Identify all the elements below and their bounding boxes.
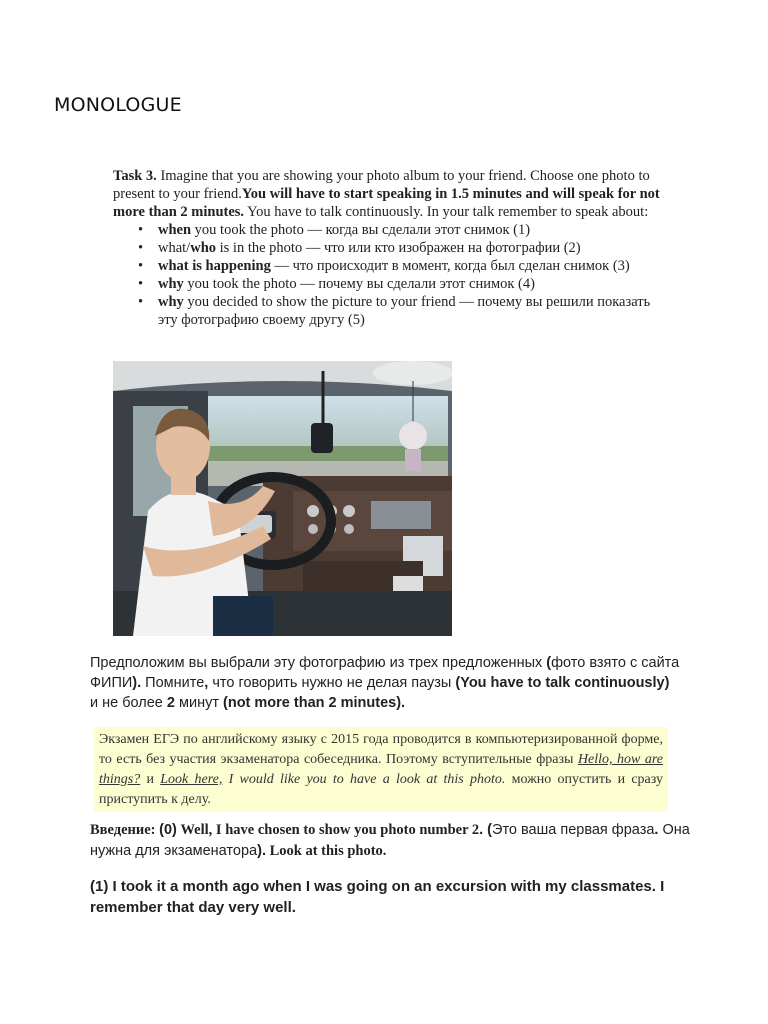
truck-driver-photo — [113, 361, 452, 636]
answer-point-1: (1) I took it a month ago when I was going on an excursion with my classmates. I remember that day very well. — [90, 878, 665, 916]
task-intro: Task 3. Imagine that you are showing your photo album to your friend. Choose one photo to present to your friend.You will have to start speaking in 1.5 minutes and will speak for not more than 2 minutes. You have to talk continuously. In your talk remember to speak about: — [113, 168, 660, 220]
exam-note-highlight: Экзамен ЕГЭ по английскому языку с 2015 года проводится в компьютеризированной форме, то есть без участия экзаменатора собеседника. Поэтому вступительные фразы Hello, how are things? и Look here, I would like you to have a look at this photo. можно опустить и сразу приступить к делу. — [94, 727, 668, 812]
task-bullet: • why you took the photo — почему вы сделали этот снимок (4) — [158, 275, 661, 293]
intro-paragraph: Предположим вы выбрали эту фотографию из трех предложенных (фото взято с сайта ФИПИ). Помните, что говорить нужно не делая паузы (You have to talk continuously) и не более 2 минут (not more than 2 minutes). — [90, 655, 680, 711]
task-bullet: • what is happening — что происходит в момент, когда был сделан снимок (3) — [158, 257, 661, 275]
task-bullet: • what/who is in the photo — что или кто изображен на фотографии (2) — [158, 239, 661, 257]
task-bullet: • why you decided to show the picture to your friend — почему вы решили показать эту фотографию своему другу (5) — [158, 293, 661, 329]
photo-illustration — [113, 361, 452, 636]
page-heading: MONOLOGUE — [54, 94, 182, 116]
task-block — [113, 167, 661, 329]
introduction-line: Введение: (0) Well, I have chosen to show you photo number 2. (Это ваша первая фраза. Она нужна для экзаменатора). Look at this photo. — [90, 822, 690, 859]
task-bullet-list — [113, 221, 661, 329]
task-bullet: • when you took the photo — когда вы сделали этот снимок (1) — [158, 221, 661, 239]
